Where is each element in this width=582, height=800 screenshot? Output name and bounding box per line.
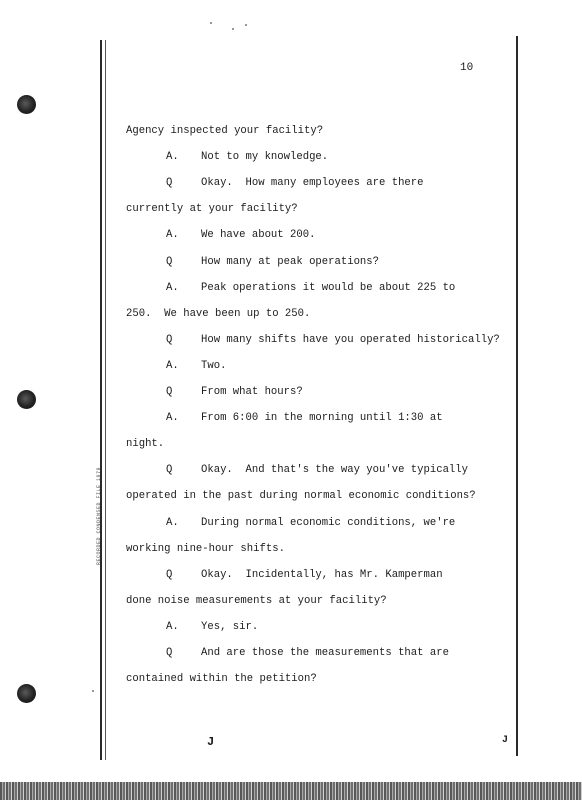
line-text: From what hours?: [201, 386, 303, 398]
speaker-label: A.: [166, 229, 179, 242]
line-text: Yes, sir.: [201, 620, 259, 633]
line-text-continuation: contained within the petition?: [126, 673, 317, 686]
speaker-label: Q: [166, 647, 173, 659]
page-number: 10: [460, 62, 474, 74]
line-text-continuation: night.: [126, 438, 165, 451]
speaker-label: Q: [166, 568, 173, 581]
speaker-label: A.: [166, 412, 179, 425]
line-text-continuation: working nine-hour shifts.: [126, 542, 285, 555]
line-text: We have about 200.: [201, 229, 316, 242]
speaker-label: Q: [166, 333, 173, 346]
footer-mark-right: J: [502, 735, 509, 746]
scan-speck: [232, 28, 234, 30]
speaker-label: Q: [166, 177, 173, 190]
line-text: How many at peak operations?: [201, 255, 380, 268]
line-text: Two.: [201, 359, 227, 372]
line-text: During normal economic conditions, we're: [201, 516, 456, 529]
speaker-label: Q: [166, 386, 173, 398]
footer-mark-left: J: [207, 735, 215, 749]
line-text-continuation: currently at your facility?: [126, 203, 298, 216]
scan-speck: [92, 690, 94, 692]
punch-hole-middle: [17, 390, 36, 409]
line-text-continuation: done noise measurements at your facility?: [126, 594, 387, 607]
speaker-label: A.: [166, 516, 179, 529]
speaker-label: A.: [166, 359, 179, 372]
speaker-label: A.: [166, 151, 179, 164]
right-margin-rule: [516, 36, 518, 756]
line-text: Okay. Incidentally, has Mr. Kamperman: [201, 568, 443, 581]
speaker-label: Q: [166, 464, 173, 477]
line-text: Not to my knowledge.: [201, 151, 329, 164]
line-text: Okay. How many employees are there: [201, 177, 424, 190]
line-text: And are those the measurements that are: [201, 647, 449, 659]
punch-hole-bottom: [17, 684, 36, 703]
line-text: Okay. And that's the way you've typically: [201, 464, 469, 477]
speaker-label: A.: [166, 620, 179, 633]
punch-hole-top: [17, 95, 36, 114]
scan-speck: [210, 22, 212, 24]
line-text: How many shifts have you operated historically?: [201, 333, 500, 346]
line-text-continuation: Agency inspected your facility?: [126, 125, 324, 137]
scan-noise-strip: [0, 782, 582, 800]
speaker-label: Q: [166, 255, 173, 268]
line-text: Peak operations it would be about 225 to: [201, 281, 456, 294]
side-margin-print: RECORDED CONDENSED FILE 1979: [96, 466, 102, 565]
line-text-continuation: 250. We have been up to 250.: [126, 307, 311, 320]
speaker-label: A.: [166, 281, 179, 294]
line-text: From 6:00 in the morning until 1:30 at: [201, 412, 443, 425]
line-text-continuation: operated in the past during normal economic conditions?: [126, 490, 476, 503]
scan-speck: [245, 24, 247, 26]
